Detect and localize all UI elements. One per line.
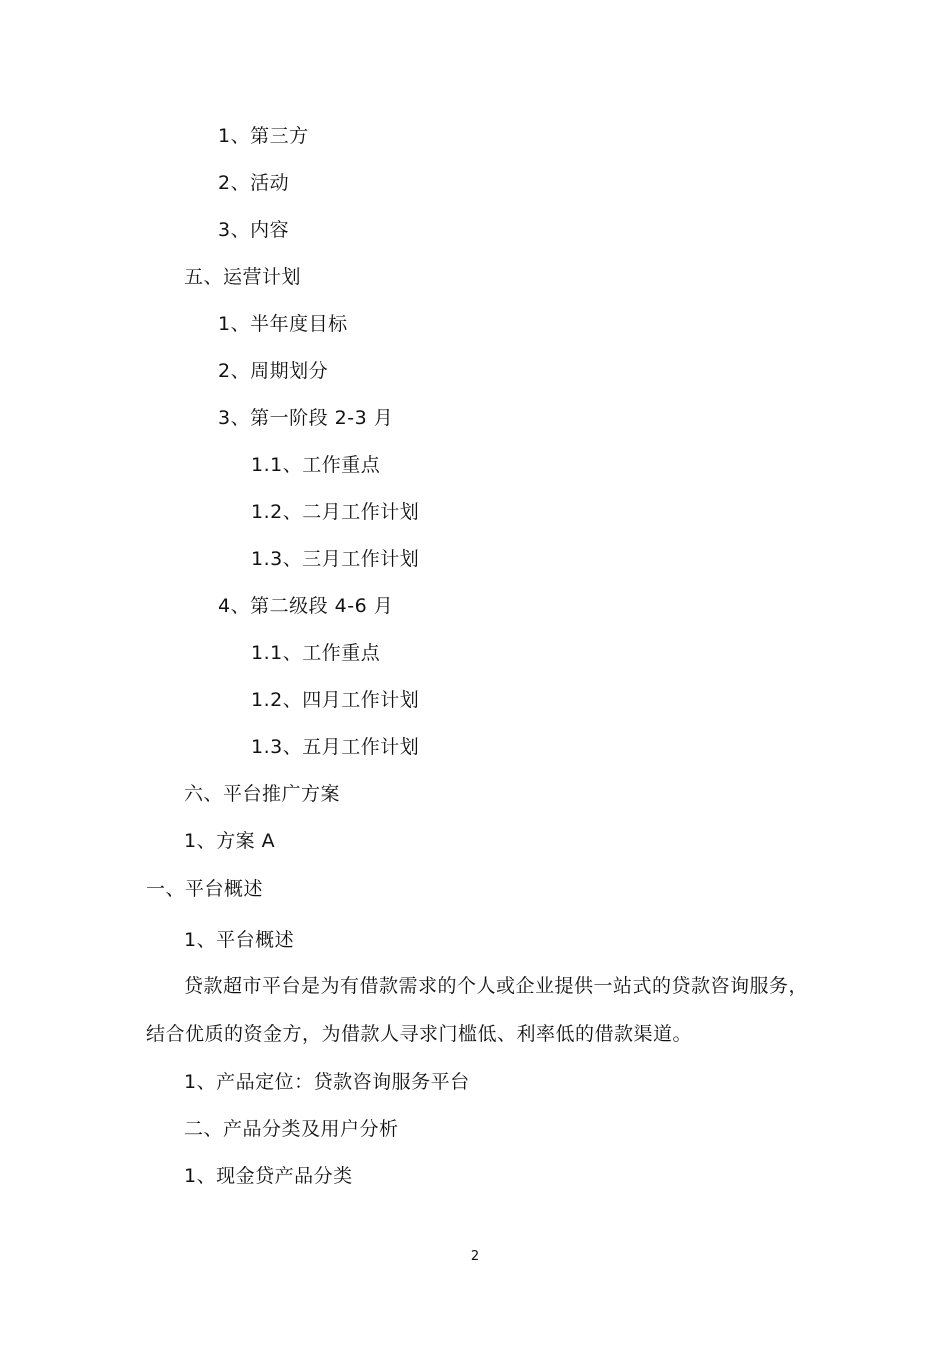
- list-item: 1、半年度目标: [218, 313, 348, 335]
- list-item: 1、第三方: [218, 125, 309, 147]
- list-item: 1、产品定位：贷款咨询服务平台: [184, 1071, 470, 1093]
- section-heading: 二、产品分类及用户分析: [184, 1118, 399, 1140]
- list-item: 3、内容: [218, 219, 290, 241]
- list-item: 1、平台概述: [184, 929, 295, 951]
- section-heading: 一、平台概述: [146, 878, 264, 900]
- list-item: 1、现金贷产品分类: [184, 1165, 353, 1187]
- list-item: 2、活动: [218, 172, 290, 194]
- section-heading: 五、运营计划: [184, 266, 302, 288]
- paragraph-line: 结合优质的资金方，为借款人寻求门槛低、利率低的借款渠道。: [146, 1023, 693, 1045]
- list-item: 3、第一阶段 2-3 月: [218, 407, 394, 429]
- sub-list-item: 1.1、工作重点: [251, 454, 381, 476]
- sub-list-item: 1.2、二月工作计划: [251, 501, 420, 523]
- paragraph-line: 贷款超市平台是为有借款需求的个人或企业提供一站式的贷款咨询服务，: [184, 975, 809, 997]
- list-item: 4、第二级段 4-6 月: [218, 595, 394, 617]
- sub-list-item: 1.3、五月工作计划: [251, 736, 420, 758]
- sub-list-item: 1.1、工作重点: [251, 642, 381, 664]
- sub-list-item: 1.2、四月工作计划: [251, 689, 420, 711]
- list-item: 1、方案 A: [184, 830, 276, 852]
- sub-list-item: 1.3、三月工作计划: [251, 548, 420, 570]
- page-number: 2: [470, 1249, 480, 1264]
- list-item: 2、周期划分: [218, 360, 329, 382]
- section-heading: 六、平台推广方案: [184, 783, 341, 805]
